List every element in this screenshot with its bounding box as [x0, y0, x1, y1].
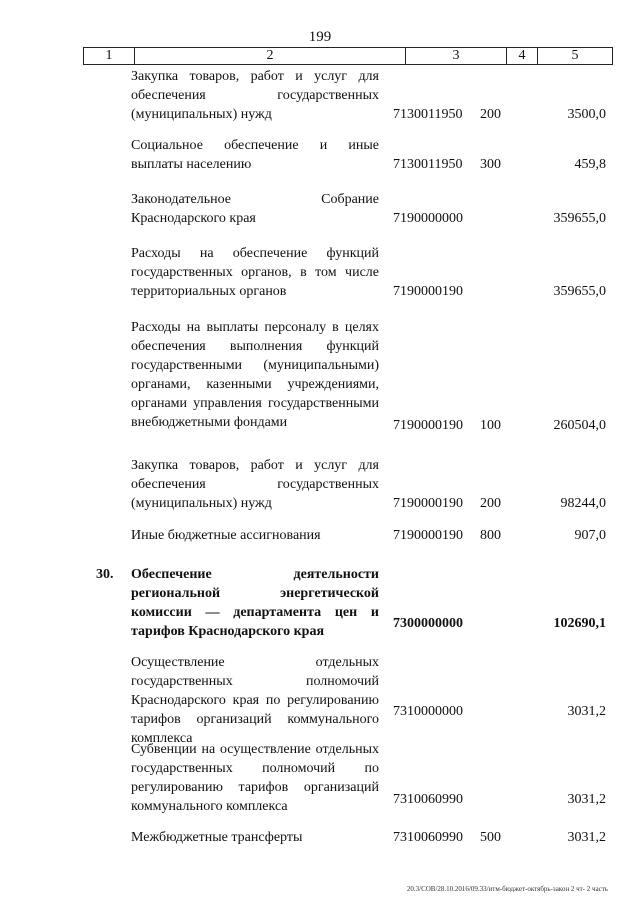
row-amount: 907,0 [574, 528, 606, 543]
row-code: 7300000000 [393, 616, 463, 631]
row-code: 7310000000 [393, 704, 463, 719]
row-amount: 3500,0 [567, 107, 606, 122]
document-footer: 20.3/СОВ/28.10.2016/09.33/итм-бюджет-октябрь-закон 2 чт- 2 часть [406, 885, 608, 893]
row-amount: 102690,1 [553, 616, 606, 631]
table-header [83, 47, 613, 65]
row-description: Межбюджетные трансферты [131, 830, 303, 845]
row-group: 800 [480, 528, 501, 543]
row-code: 7190000190 [393, 418, 463, 433]
header-col-1: 1 [84, 48, 135, 64]
row-amount: 459,8 [574, 157, 606, 172]
row-group: 500 [480, 830, 501, 845]
row-code: 7190000190 [393, 284, 463, 299]
header-col-2: 2 [135, 48, 406, 64]
row-description: Расходы на выплаты персоналу в целях обеспечения выполнения функций государственными (муниципальными) органами, казенными учреждениями, органами управления государственными внебюджетными фондами [131, 320, 379, 430]
row-description: Законодательное Собрание Краснодарского края [131, 192, 379, 226]
row-description: Закупка товаров, работ и услуг для обеспечения государственных (муниципальных) нужд [131, 458, 379, 511]
row-code: 7190000190 [393, 496, 463, 511]
row-group: 100 [480, 418, 501, 433]
row-description: Субвенции на осуществление отдельных государственных полномочий по регулированию тарифов организаций коммунального комплекса [131, 742, 379, 814]
row-description: Осуществление отдельных государственных полномочий Краснодарского края по регулированию тарифов организаций коммунального комплекса [131, 655, 379, 746]
row-amount: 359655,0 [553, 284, 606, 299]
row-code: 7130011950 [393, 107, 463, 122]
row-code: 7190000000 [393, 211, 463, 226]
row-group: 300 [480, 157, 501, 172]
row-amount: 3031,2 [567, 704, 606, 719]
row-description: Закупка товаров, работ и услуг для обеспечения государственных (муниципальных) нужд [131, 69, 379, 122]
header-col-5: 5 [571, 48, 579, 63]
row-group: 200 [480, 496, 501, 511]
row-amount: 3031,2 [567, 830, 606, 845]
row-code: 7190000190 [393, 528, 463, 543]
row-code: 7130011950 [393, 157, 463, 172]
header-col-4: 4 [507, 48, 538, 64]
row-description: Обеспечение деятельности региональной энергетической комиссии — департамента цен и тарифов Краснодарского края [131, 567, 379, 639]
row-amount: 3031,2 [567, 792, 606, 807]
page-number: 199 [308, 29, 332, 45]
row-description: Иные бюджетные ассигнования [131, 528, 321, 543]
row-group: 200 [480, 107, 501, 122]
row-amount: 98244,0 [560, 496, 606, 511]
row-description: Социальное обеспечение и иные выплаты населению [131, 138, 379, 172]
header-col-3: 3 [406, 48, 507, 64]
section-number: 30. [96, 567, 114, 582]
row-amount: 359655,0 [553, 211, 606, 226]
row-code: 7310060990 [393, 792, 463, 807]
row-code: 7310060990 [393, 830, 463, 845]
row-description: Расходы на обеспечение функций государственных органов, в том числе территориальных органов [131, 246, 379, 299]
row-amount: 260504,0 [553, 418, 606, 433]
